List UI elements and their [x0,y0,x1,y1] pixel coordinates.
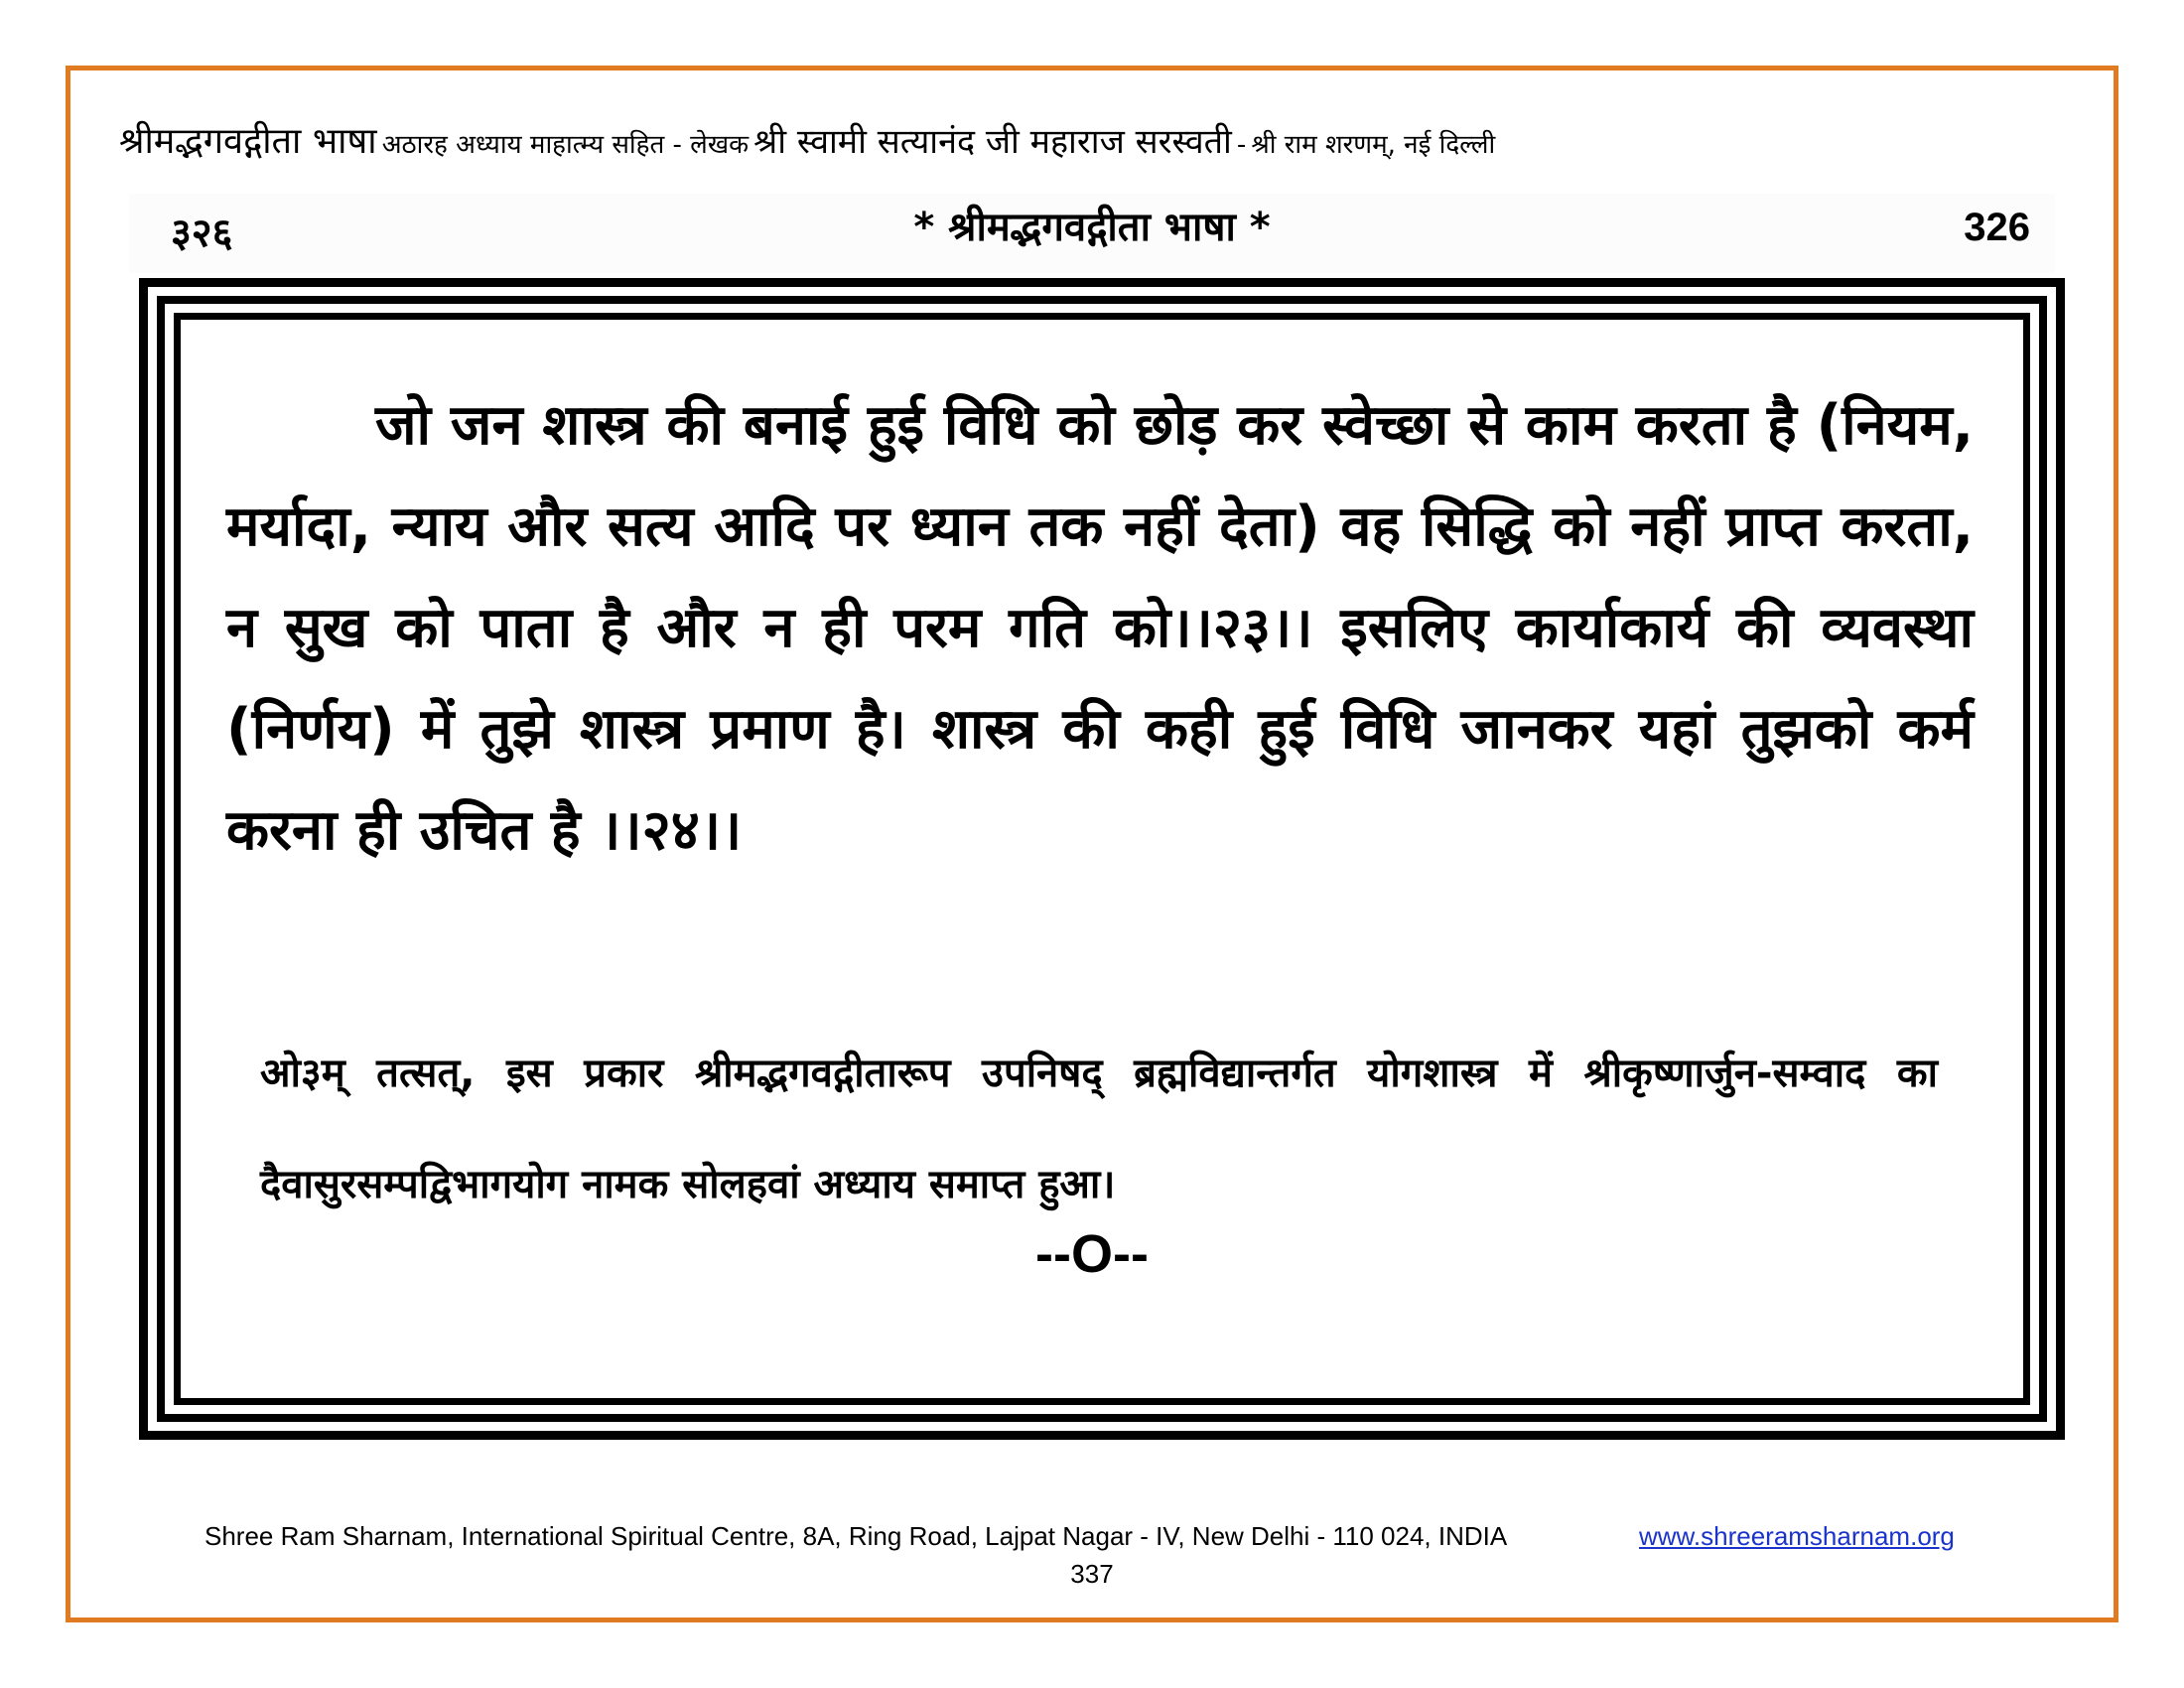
author-name: श्री स्वामी सत्यानंद जी महाराज सरस्वती [753,122,1232,162]
page-number: 326 [1964,206,2030,249]
header-separator: - [1236,130,1247,160]
publisher-name: श्री राम शरणम्, नई दिल्ली [1251,130,1496,160]
chapter-colophon: ओ३म् तत्सत्, इस प्रकार श्रीमद्भगवद्गीतारूप उपनिषद् ब्रह्मविद्यान्तर्गत योगशास्त्र में श्रीकृष्णार्जुन-सम्वाद का दैवासुरसम्पद्विभागयोग नामक सोलहवां अध्याय समाप्त हुआ। [260,1051,1938,1207]
footer-page-number: 337 [1070,1559,1114,1589]
running-title: * श्रीमद्भगवद्गीता भाषा * [913,205,1271,250]
book-title: श्रीमद्भगवद्गीता भाषा [119,121,377,162]
page-number-devanagari: ३२६ [171,211,233,256]
verse-paragraph: जो जन शास्त्र की बनाई हुई विधि को छोड़ कर स्वेच्छा से काम करता है (नियम, मर्यादा, न्याय और सत्य आदि पर ध्यान तक नहीं देता) वह सिद्धि को नहीं प्राप्त करता, न सुख को पाता है और न ही परम गति को।।२३।। इसलिए कार्याकार्य की व्यवस्था (निर्णय) में तुझे शास्त्र प्रमाण है। शास्त्र की कही हुई विधि जानकर यहां तुझको कर्म करना ही उचित है ।।२४।। [226,393,1974,863]
website-link[interactable]: www.shreeramsharnam.org [1639,1521,1955,1551]
end-ornament: --O-- [1035,1224,1149,1284]
scanned-page-header [129,194,2055,273]
book-subtitle: अठारह अध्याय माहात्म्य सहित - लेखक [381,130,750,160]
footer-address: Shree Ram Sharnam, International Spiritual Centre, 8A, Ring Road, Lajpat Nagar - IV, New Delhi - 110 024, INDIA [205,1521,1508,1551]
document-header [119,117,2065,173]
